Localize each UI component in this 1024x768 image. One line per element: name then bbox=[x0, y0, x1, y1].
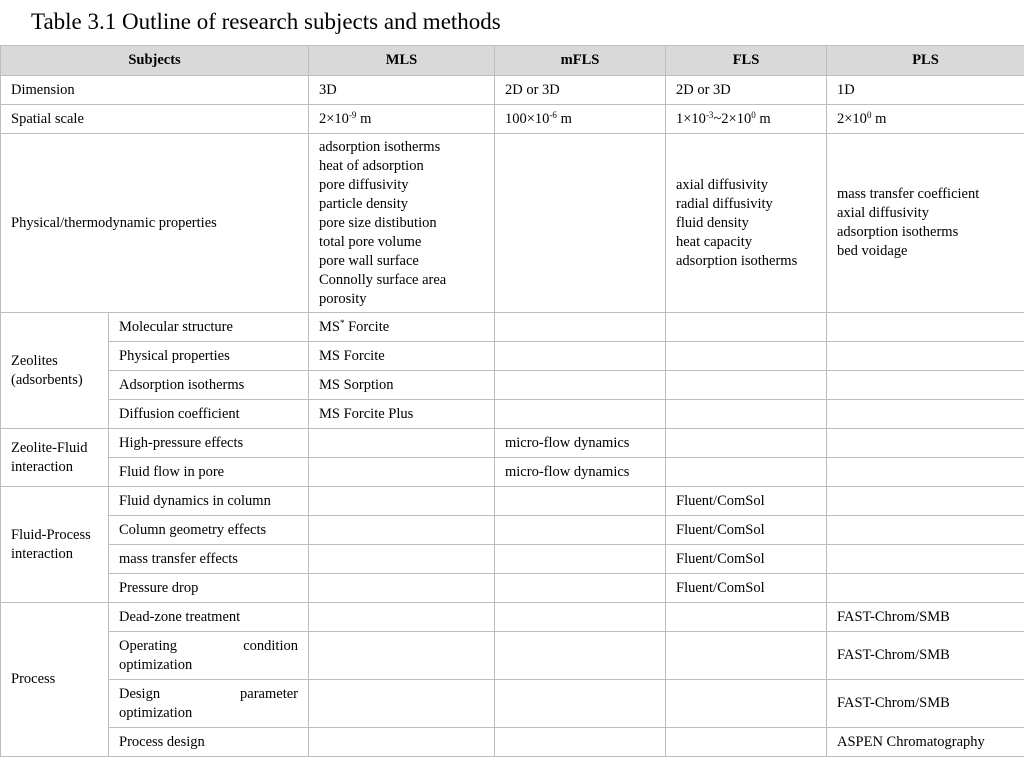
table-row bbox=[1, 574, 1024, 603]
table-title: Table 3.1 Outline of research subjects and methods bbox=[31, 9, 501, 34]
header-pls: PLS bbox=[827, 46, 1024, 76]
fls-cell bbox=[666, 429, 827, 458]
spatial-scale-label: Spatial scale bbox=[1, 105, 309, 134]
mfls-cell bbox=[495, 545, 666, 574]
fls-cell bbox=[666, 603, 827, 632]
subject-cell: Fluid dynamics in column bbox=[109, 487, 309, 516]
table-row bbox=[1, 728, 1024, 757]
spatial-scale-pls: $2\times 10^0$ m bbox=[827, 105, 1024, 134]
mls-cell bbox=[309, 574, 495, 603]
physical-properties-mfls bbox=[495, 134, 666, 313]
mfls-cell: micro-flow dynamics bbox=[495, 458, 666, 487]
mfls-cell bbox=[495, 400, 666, 429]
mls-cell bbox=[309, 680, 495, 728]
subject-cell: Pressure drop bbox=[109, 574, 309, 603]
table-row bbox=[1, 545, 1024, 574]
pls-cell bbox=[827, 574, 1024, 603]
subject-cell: Column geometry effects bbox=[109, 516, 309, 545]
fls-cell bbox=[666, 458, 827, 487]
fls-cell: Fluent/ComSol bbox=[666, 516, 827, 545]
fls-cell bbox=[666, 371, 827, 400]
subject-cell: Adsorption isotherms bbox=[109, 371, 309, 400]
mls-cell bbox=[309, 487, 495, 516]
pls-cell bbox=[827, 545, 1024, 574]
dimension-pls: 1D bbox=[827, 76, 1024, 105]
group-label-process: Process bbox=[1, 603, 109, 757]
subject-cell: Dead-zone treatment bbox=[109, 603, 309, 632]
table-row bbox=[1, 371, 1024, 400]
fls-cell bbox=[666, 680, 827, 728]
mls-cell bbox=[309, 429, 495, 458]
mfls-cell bbox=[495, 313, 666, 342]
table-row bbox=[1, 603, 1024, 632]
pls-cell bbox=[827, 313, 1024, 342]
fls-cell bbox=[666, 728, 827, 757]
spatial-scale-mls: $2\times 10^{-9}$ m bbox=[309, 105, 495, 134]
header-row bbox=[1, 46, 1024, 76]
subject-cell: Fluid flow in pore bbox=[109, 458, 309, 487]
physical-properties-pls: mass transfer coefficient axial diffusivity adsorption isotherms bed voidage bbox=[827, 134, 1024, 313]
subject-cell: Physical properties bbox=[109, 342, 309, 371]
table-row bbox=[1, 680, 1024, 728]
dimension-mls: 3D bbox=[309, 76, 495, 105]
physical-properties-fls: axial diffusivity radial diffusivity fluid density heat capacity adsorption isotherms bbox=[666, 134, 827, 313]
subject-cell: High-pressure effects bbox=[109, 429, 309, 458]
spatial-scale-fls: $1\times 10^{-3}\sim 2\times 10^0$ m bbox=[666, 105, 827, 134]
mls-cell bbox=[309, 516, 495, 545]
spatial-scale-mfls: $100\times 10^{-6}$ m bbox=[495, 105, 666, 134]
mls-cell: MS Forcite Plus bbox=[309, 400, 495, 429]
subject-cell: Molecular structure bbox=[109, 313, 309, 342]
fls-cell bbox=[666, 342, 827, 371]
spatial-scale-row bbox=[1, 105, 1024, 134]
subject-cell: Process design bbox=[109, 728, 309, 757]
pls-cell: FAST-Chrom/SMB bbox=[827, 603, 1024, 632]
physical-properties-row bbox=[1, 134, 1024, 313]
pls-cell: ASPEN Chromatography bbox=[827, 728, 1024, 757]
table-row bbox=[1, 458, 1024, 487]
table-row bbox=[1, 313, 1024, 342]
fls-cell bbox=[666, 632, 827, 680]
pls-cell bbox=[827, 458, 1024, 487]
table-row bbox=[1, 487, 1024, 516]
subject-cell: Diffusion coefficient bbox=[109, 400, 309, 429]
mfls-cell bbox=[495, 574, 666, 603]
group-label-zeolite-fluid: Zeolite-Fluid interaction bbox=[1, 429, 109, 487]
mfls-cell bbox=[495, 487, 666, 516]
dimension-mfls: 2D or 3D bbox=[495, 76, 666, 105]
subject-cell: Operating condition optimization bbox=[109, 632, 309, 680]
header-fls: FLS bbox=[666, 46, 827, 76]
fls-cell bbox=[666, 313, 827, 342]
mls-cell bbox=[309, 632, 495, 680]
mfls-cell bbox=[495, 516, 666, 545]
mfls-cell: micro-flow dynamics bbox=[495, 429, 666, 458]
mls-cell: MS* Forcite bbox=[309, 313, 495, 342]
research-table bbox=[0, 45, 1024, 757]
physical-properties-label: Physical/thermodynamic properties bbox=[1, 134, 309, 313]
table-row bbox=[1, 342, 1024, 371]
fls-cell: Fluent/ComSol bbox=[666, 574, 827, 603]
header-mfls: mFLS bbox=[495, 46, 666, 76]
subject-cell: Design parameter optimization bbox=[109, 680, 309, 728]
fls-cell bbox=[666, 400, 827, 429]
mls-cell: MS Sorption bbox=[309, 371, 495, 400]
mfls-cell bbox=[495, 371, 666, 400]
fls-cell: Fluent/ComSol bbox=[666, 487, 827, 516]
table-row bbox=[1, 632, 1024, 680]
pls-cell bbox=[827, 371, 1024, 400]
group-label-zeolites: Zeolites (adsorbents) bbox=[1, 313, 109, 429]
fls-cell: Fluent/ComSol bbox=[666, 545, 827, 574]
mfls-cell bbox=[495, 603, 666, 632]
table-row bbox=[1, 400, 1024, 429]
dimension-fls: 2D or 3D bbox=[666, 76, 827, 105]
header-subjects: Subjects bbox=[1, 46, 309, 76]
dimension-row bbox=[1, 76, 1024, 105]
table-row bbox=[1, 516, 1024, 545]
pls-cell: FAST-Chrom/SMB bbox=[827, 632, 1024, 680]
group-label-fluid-process: Fluid-Process interaction bbox=[1, 487, 109, 603]
mls-cell: MS Forcite bbox=[309, 342, 495, 371]
pls-cell bbox=[827, 429, 1024, 458]
pls-cell bbox=[827, 400, 1024, 429]
mfls-cell bbox=[495, 728, 666, 757]
mls-cell bbox=[309, 728, 495, 757]
mfls-cell bbox=[495, 680, 666, 728]
mls-cell bbox=[309, 458, 495, 487]
mfls-cell bbox=[495, 342, 666, 371]
pls-cell bbox=[827, 487, 1024, 516]
pls-cell: FAST-Chrom/SMB bbox=[827, 680, 1024, 728]
mls-cell bbox=[309, 545, 495, 574]
dimension-label: Dimension bbox=[1, 76, 309, 105]
subject-cell: mass transfer effects bbox=[109, 545, 309, 574]
pls-cell bbox=[827, 342, 1024, 371]
mfls-cell bbox=[495, 632, 666, 680]
header-mls: MLS bbox=[309, 46, 495, 76]
pls-cell bbox=[827, 516, 1024, 545]
mls-cell bbox=[309, 603, 495, 632]
physical-properties-mls: adsorption isotherms heat of adsorption pore diffusivity particle density pore size distibution total pore volume pore wall surface Connolly surface area porosity bbox=[309, 134, 495, 313]
table-row bbox=[1, 429, 1024, 458]
